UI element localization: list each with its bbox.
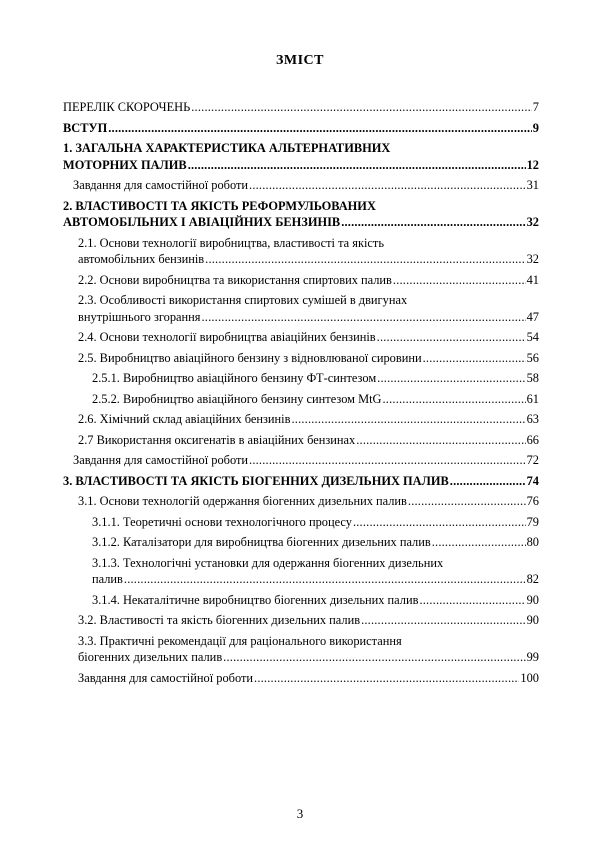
toc-entry-title: АВТОМОБІЛЬНИХ І АВІАЦІЙНИХ БЕНЗИНІВ [63,215,341,229]
toc-entry-page: 9 [532,120,539,135]
toc-entry[interactable] [63,592,539,609]
toc-entry-title: ПЕРЕЛІК СКОРОЧЕНЬ [63,100,191,114]
toc-entry-title: Завдання для самостійної роботи [73,178,249,192]
dot-leader [393,272,526,289]
toc-entry-title: 2.4. Основи технології виробництва авіаційних бензинів [78,330,376,344]
dot-leader [249,177,526,194]
toc-entry[interactable] [63,120,539,137]
dot-leader [377,329,526,346]
toc-entry[interactable] [63,292,539,325]
toc-entry-page: 12 [526,157,539,172]
toc-entry[interactable] [63,177,539,194]
toc-entry[interactable] [63,555,539,588]
toc-entry-page: 74 [526,473,539,488]
toc-entry-title: 3. ВЛАСТИВОСТІ ТА ЯКІСТЬ БІОГЕННИХ ДИЗЕЛЬНИХ ПАЛИВ [63,473,449,488]
toc-entry-title: 3.1.2. Каталізатори для виробництва біогенних дизельних палив [92,535,431,549]
toc-entry-page: 56 [526,350,539,365]
toc-entry-page: 82 [526,572,539,586]
toc-entry[interactable] [63,670,539,687]
dot-leader [108,120,532,137]
toc-entry-page: 58 [526,371,539,385]
toc-entry-page: 90 [526,613,539,627]
toc-entry[interactable] [63,612,539,629]
toc-entry[interactable] [63,473,539,490]
toc-entry[interactable] [63,514,539,531]
dot-leader [361,612,526,629]
toc-entry-title: палив [92,572,123,586]
toc-entry-title: ВСТУП [63,120,108,135]
dot-leader [423,350,526,367]
toc-entry-title: 3.2. Властивості та якість біогенних дизельних палив [78,613,361,627]
dot-leader [188,157,526,174]
toc-entry-page: 80 [526,535,539,549]
toc-entry-title-first-line: 2.1. Основи технології виробництва, властивості та якість [78,235,384,250]
dot-leader [341,214,525,231]
toc-entry-title: Завдання для самостійної роботи [73,453,249,467]
toc-entry-title: 3.1.1. Теоретичні основи технологічного процесу [92,514,352,529]
dot-leader [191,99,532,116]
toc-entry[interactable] [63,391,539,408]
toc-entry-page: 54 [526,330,539,344]
toc-entry-title: 3.1.4. Некаталітичне виробництво біогенних дизельних палив [92,592,419,607]
toc-entry-title: 2.5.1. Виробництво авіаційного бензину ФТ-синтезом [92,371,377,385]
toc-entry-title: МОТОРНИХ ПАЛИВ [63,157,187,172]
dot-leader [223,649,525,666]
toc-entry[interactable] [63,452,539,469]
dot-leader [124,571,526,588]
dot-leader [291,411,525,428]
dot-leader [377,370,525,387]
toc-entry-title-first-line: 2. ВЛАСТИВОСТІ ТА ЯКІСТЬ РЕФОРМУЛЬОВАНИХ [63,198,376,213]
toc-entry-page: 76 [526,494,539,508]
page-number: 3 [296,806,304,821]
toc-entry-page: 100 [520,670,539,685]
dot-leader [249,452,526,469]
toc-entry-page: 32 [526,215,539,229]
toc-entry-title-first-line: 1. ЗАГАЛЬНА ХАРАКТЕРИСТИКА АЛЬТЕРНАТИВНИХ [63,141,391,155]
toc-entry-title: біогенних дизельних палив [78,650,223,664]
dot-leader [408,493,526,510]
toc-entry-page: 47 [526,309,539,324]
toc-entry-page: 41 [526,272,539,287]
dot-leader [450,473,526,490]
dot-leader [254,670,519,687]
toc-entry-page: 63 [526,412,539,426]
toc-entry-title-first-line: 3.1.3. Технологічні установки для одержання біогенних дизельних [92,555,444,570]
toc-entry-title: 2.5.2. Виробництво авіаційного бензину синтезом MtG [92,391,382,406]
toc-entry-page: 32 [526,252,539,266]
toc-entry-page: 90 [526,592,539,607]
toc-entry[interactable] [63,534,539,551]
toc-entry-page: 66 [526,432,539,447]
toc-entry[interactable] [63,633,539,666]
toc-entry[interactable] [63,329,539,346]
toc-entry-title: 2.7 Використання оксигенатів в авіаційних бензинах [78,432,356,447]
toc-entry-page: 99 [526,650,539,664]
toc-entry[interactable] [63,370,539,387]
toc-entry-title: автомобільних бензинів [78,252,205,266]
toc-entry[interactable] [63,272,539,289]
toc-entry-page: 79 [526,514,539,529]
page-title: ЗМІСТ [276,53,324,68]
toc-entry[interactable] [63,411,539,428]
dot-leader [205,251,525,268]
toc-entry-title-first-line: 2.3. Особливості використання спиртових сумішей в двигунах [78,293,408,307]
toc-entry-page: 7 [532,100,539,114]
toc-entry-title: 2.6. Хімічний склад авіаційних бензинів [78,412,291,426]
dot-leader [201,309,525,326]
toc-entry-page: 61 [526,391,539,406]
toc-entry-page: 31 [526,178,539,192]
dot-leader [419,592,525,609]
dot-leader [356,432,525,449]
toc-entry[interactable] [63,198,539,231]
toc-entry-title-first-line: 3.3. Практичні рекомендації для раціонального використання [78,633,402,648]
toc-entry-page: 72 [526,453,539,467]
toc-entry-title: 2.5. Виробництво авіаційного бензину з відновлюваної сировини [78,350,422,365]
toc-entry[interactable] [63,235,539,268]
dot-leader [353,514,526,531]
toc-entry-title: 3.1. Основи технологій одержання біогенних дизельних палив [78,494,407,508]
dot-leader [383,391,526,408]
dot-leader [432,534,526,551]
toc-entry[interactable] [63,99,539,116]
toc-entry-title: 2.2. Основи виробництва та використання спиртових палив [78,272,392,287]
toc-entry-title: внутрішнього згорання [78,309,201,324]
toc-entry[interactable] [63,140,539,173]
toc-entry-title: Завдання для самостійної роботи [78,670,254,685]
toc-entry[interactable] [63,350,539,367]
toc-entry[interactable] [63,493,539,510]
table-of-contents [63,99,539,686]
toc-entry[interactable] [63,432,539,449]
